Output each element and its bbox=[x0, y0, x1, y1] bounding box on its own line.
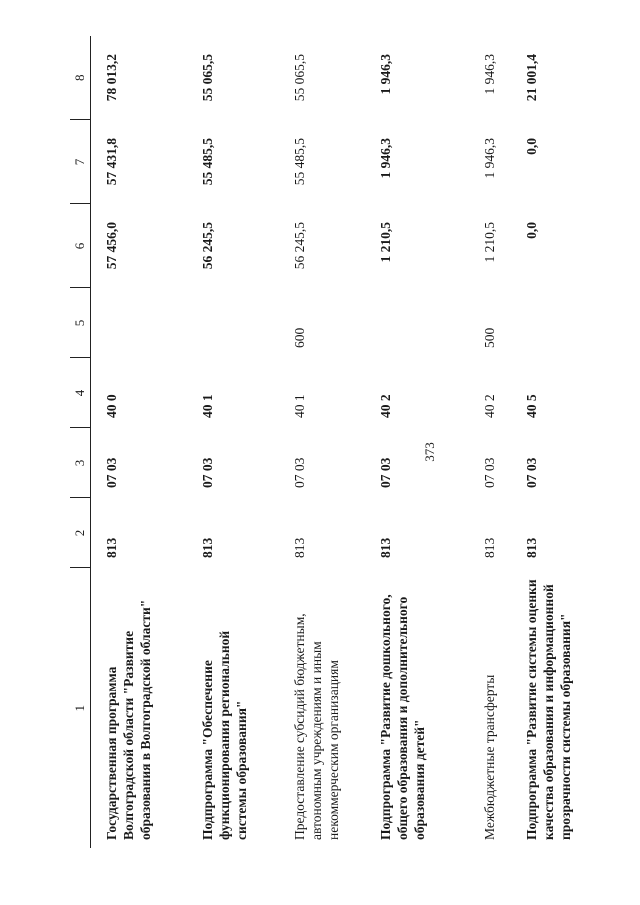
cell-c6: 1 210,5 bbox=[378, 222, 393, 263]
table-row bbox=[291, 36, 377, 848]
cell-c6: 56 245,5 bbox=[292, 222, 307, 270]
cell-c6: 56 245,5 bbox=[200, 222, 215, 270]
cell-c7: 1 946,3 bbox=[378, 138, 393, 179]
row-name: Государственная программа Волгоградской области "Развитие образования в Волгоградской области" bbox=[104, 599, 153, 840]
cell-c5 bbox=[91, 288, 200, 358]
cell-c5: 600 bbox=[292, 327, 307, 348]
cell-c3: 07 03 bbox=[482, 457, 497, 488]
cell-c2: 813 bbox=[104, 537, 119, 558]
cell-c8: 78 013,2 bbox=[104, 54, 119, 102]
cell-c7: 0,0 bbox=[524, 138, 539, 155]
cell-c4: 40 2 bbox=[378, 394, 393, 418]
cell-c3: 07 03 bbox=[524, 457, 539, 488]
column-header: 8 bbox=[70, 36, 91, 120]
row-name: Подпрограмма "Развитие дошкольного, общего образования и дополнительного образования детей" bbox=[378, 594, 427, 840]
cell-c2: 813 bbox=[482, 537, 497, 558]
column-header: 7 bbox=[70, 120, 91, 204]
cell-c7: 1 946,3 bbox=[482, 138, 497, 179]
row-name: Предоставление субсидий бюджетным, автономным учреждениям и иным некоммерческим организациям bbox=[292, 613, 341, 840]
row-name: Подпрограмма "Развитие системы оценки качества образования и информационной прозрачности системы образования" bbox=[524, 579, 573, 840]
column-header: 6 bbox=[70, 204, 91, 288]
table-row bbox=[481, 36, 523, 848]
table-row bbox=[199, 36, 291, 848]
column-header: 3 bbox=[70, 428, 91, 498]
cell-c6: 1 210,5 bbox=[482, 222, 497, 263]
budget-table bbox=[70, 36, 631, 848]
cell-c3: 07 03 bbox=[378, 457, 393, 488]
cell-c8: 21 001,4 bbox=[524, 54, 539, 102]
cell-c3: 07 03 bbox=[104, 457, 119, 488]
cell-c2: 813 bbox=[200, 537, 215, 558]
cell-c6: 0,0 bbox=[524, 222, 539, 239]
cell-c3: 07 03 bbox=[200, 457, 215, 488]
cell-c8: 55 065,5 bbox=[292, 54, 307, 102]
budget-table-container bbox=[70, 36, 625, 848]
column-header: 1 bbox=[70, 568, 91, 848]
table-row bbox=[377, 36, 481, 848]
cell-c2: 813 bbox=[292, 537, 307, 558]
cell-c4: 40 0 bbox=[104, 394, 119, 418]
cell-c2: 813 bbox=[524, 537, 539, 558]
column-header: 5 bbox=[70, 288, 91, 358]
cell-c4: 40 1 bbox=[292, 394, 307, 418]
cell-c8: 55 065,5 bbox=[200, 54, 215, 102]
cell-c7: 55 485,5 bbox=[292, 138, 307, 186]
cell-c8: 1 946,3 bbox=[482, 54, 497, 95]
cell-c7: 57 431,8 bbox=[104, 138, 119, 186]
cell-c5 bbox=[199, 288, 291, 358]
column-header: 4 bbox=[70, 358, 91, 428]
cell-c5 bbox=[377, 288, 481, 358]
row-name: Подпрограмма "Обеспечение функционирования региональной системы образования" bbox=[200, 630, 249, 840]
cell-c5 bbox=[523, 288, 631, 358]
cell-c2: 813 bbox=[378, 537, 393, 558]
cell-c5: 500 bbox=[482, 327, 497, 348]
cell-c8: 1 946,3 bbox=[378, 54, 393, 95]
cell-c4: 40 1 bbox=[200, 394, 215, 418]
table-row bbox=[91, 36, 200, 848]
cell-c3: 07 03 bbox=[292, 457, 307, 488]
header-row bbox=[70, 36, 91, 848]
cell-c4: 40 2 bbox=[482, 394, 497, 418]
cell-c4: 40 5 bbox=[524, 394, 539, 418]
cell-c7: 55 485,5 bbox=[200, 138, 215, 186]
row-name: Межбюджетные трансферты bbox=[482, 674, 497, 840]
page-number: 373 bbox=[422, 442, 437, 462]
table-row bbox=[523, 36, 631, 848]
cell-c6: 57 456,0 bbox=[104, 222, 119, 270]
column-header: 2 bbox=[70, 498, 91, 568]
